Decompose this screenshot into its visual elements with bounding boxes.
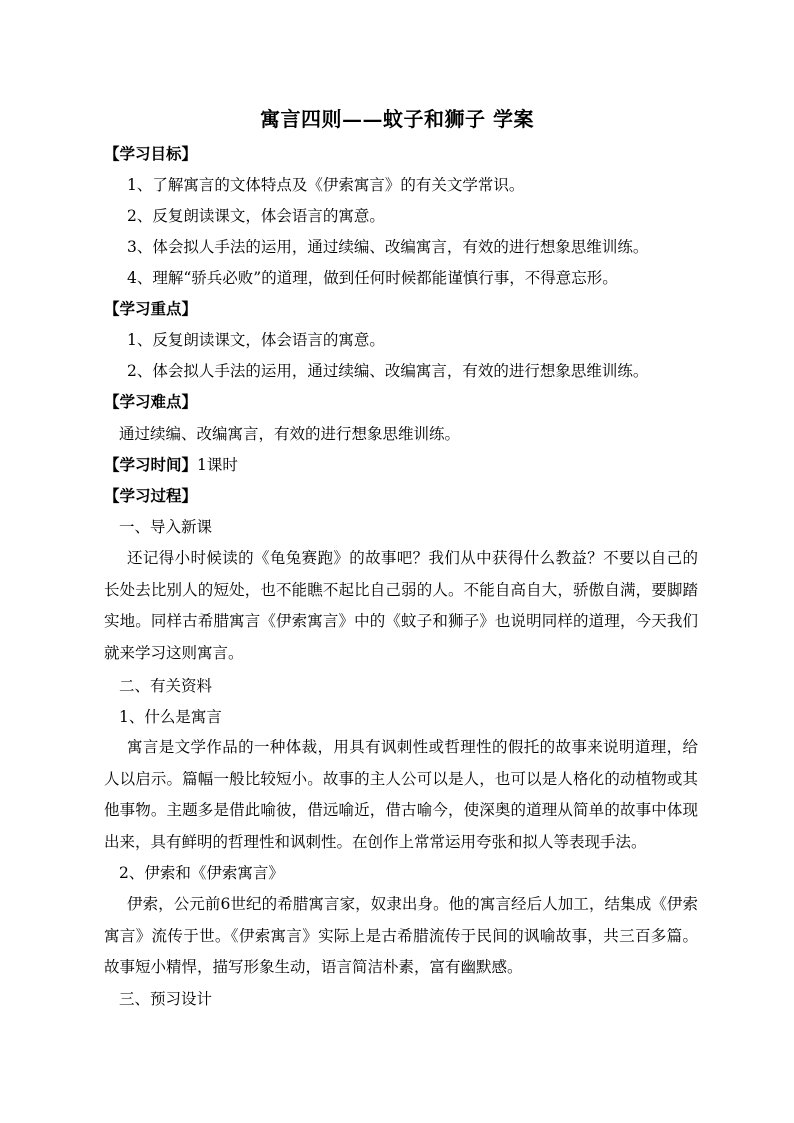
difficulty-text: 通过续编、改编寓言，有效的进行想象思维训练。 <box>119 425 461 443</box>
sub2-text: 伊索，公元前6世纪的希腊寓言家，奴隶出身。他的寓言经后人加工，结集成《伊索寓言》流传于世。《伊索寓言》实际上是古希腊流传于民间的讽喻故事，共三百多篇。故事短小精悍，描写形象生动，语言简洁朴素，富有幽默感。 <box>104 895 698 976</box>
section1-title: 一、导入新课 <box>119 518 213 536</box>
objectives-header: 【学习目标】 <box>104 144 198 163</box>
section3-title: 三、预习设计 <box>119 990 213 1008</box>
objective-item-2: 2、反复朗读课文，体会语言的寓意。 <box>127 207 385 225</box>
difficulty-header: 【学习难点】 <box>104 392 198 411</box>
keypoints-header: 【学习重点】 <box>104 299 198 318</box>
time-value: 1课时 <box>197 456 238 474</box>
keypoint-item-2: 2、体会拟人手法的运用，通过续编、改编寓言，有效的进行想象思维训练。 <box>127 362 649 380</box>
sub2-title: 2、伊索和《伊索寓言》 <box>119 864 284 882</box>
keypoint-item-1: 1、反复朗读课文，体会语言的寓意。 <box>127 331 385 349</box>
process-header: 【学习过程】 <box>104 486 198 505</box>
section1-text: 还记得小时候读的《龟兔赛跑》的故事吧？我们从中获得什么教益？不要以自己的长处去比别人的短处，也不能瞧不起比自己弱的人。不能自高自大，骄傲自满，要脚踏实地。同样古希腊寓言《伊索寓言》中的《蚊子和狮子》也说明同样的道理，今天我们就来学习这则寓言。 <box>104 549 698 662</box>
sub1-text: 寓言是文学作品的一种体裁，用具有讽刺性或哲理性的假托的故事来说明道理，给人以启示。篇幅一般比较短小。故事的主人公可以是人，也可以是人格化的动植物或其他事物。主题多是借此喻彼，借远喻近，借古喻今，使深奥的道理从简单的故事中体现出来，具有鲜明的哲理性和讽刺性。在创作上常常运用夸张和拟人等表现手法。 <box>104 738 698 851</box>
time-row <box>104 455 238 475</box>
page-title: 寓言四则——蚊子和狮子 学案 <box>260 107 534 131</box>
sub1-title: 1、什么是寓言 <box>119 708 222 726</box>
objective-item-3: 3、体会拟人手法的运用，通过续编、改编寓言，有效的进行想象思维训练。 <box>127 238 649 256</box>
objective-item-4: 4、理解“骄兵必败”的道理，做到任何时候都能谨慎行事，不得意忘形。 <box>127 269 618 287</box>
section2-title: 二、有关资料 <box>119 677 213 695</box>
time-header: 【学习时间】 <box>104 455 198 474</box>
objective-item-1: 1、了解寓言的文体特点及《伊索寓言》的有关文学常识。 <box>127 176 525 194</box>
